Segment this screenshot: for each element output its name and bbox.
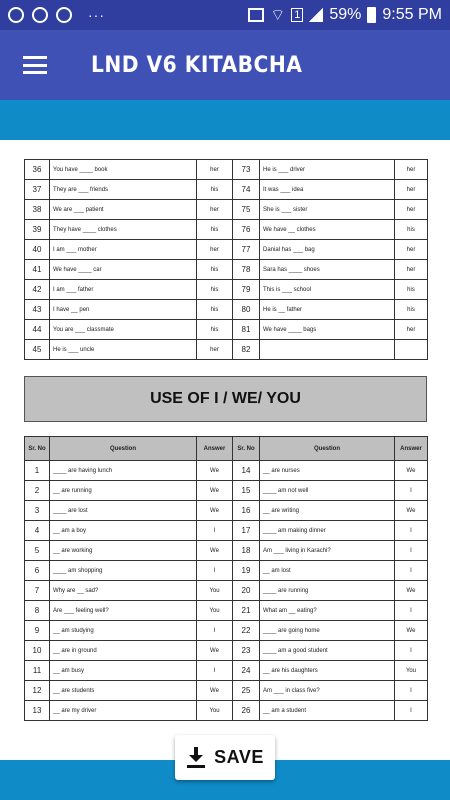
table-row [25, 260, 428, 280]
section-heading: USE OF I / WE/ YOU [24, 376, 427, 422]
sync-icon [56, 7, 72, 23]
sr-no-cell: 17 [233, 521, 260, 541]
question-cell: __ are his daughters [260, 661, 395, 681]
sr-no-cell: 22 [233, 621, 260, 641]
answer-cell: We [197, 541, 233, 561]
answer-cell: his [197, 260, 233, 280]
sr-no-cell: 79 [233, 280, 260, 300]
question-cell: __ are working [50, 541, 197, 561]
answer-cell: her [395, 180, 428, 200]
question-cell: ____ am not well [260, 481, 395, 501]
sr-no-cell: 40 [25, 240, 50, 260]
table-row [25, 280, 428, 300]
header-answer: Answer [197, 437, 233, 461]
header-sr-no: Sr. No [233, 437, 260, 461]
question-cell: I am ___ mother [50, 240, 197, 260]
wifi-icon: ⌔ [270, 7, 286, 24]
answer-cell: We [395, 581, 428, 601]
sr-no-cell: 76 [233, 220, 260, 240]
more-notifications-icon: ··· [88, 7, 105, 23]
question-cell: __ am studying [50, 621, 197, 641]
app-bar [0, 30, 450, 100]
answer-cell: her [395, 260, 428, 280]
question-cell: This is ___ school [260, 280, 395, 300]
sr-no-cell: 36 [25, 160, 50, 180]
sr-no-cell: 75 [233, 200, 260, 220]
answer-cell: her [395, 160, 428, 180]
question-cell: They are ___ friends [50, 180, 197, 200]
sr-no-cell: 11 [25, 661, 50, 681]
question-cell: Why are __ sad? [50, 581, 197, 601]
answer-cell: I [395, 681, 428, 701]
sr-no-cell: 12 [25, 681, 50, 701]
answer-cell: her [395, 200, 428, 220]
answer-cell: You [395, 661, 428, 681]
question-cell: I am ___ father [50, 280, 197, 300]
signal-icon [309, 8, 323, 22]
answer-cell [395, 340, 428, 360]
answer-cell: I [197, 521, 233, 541]
question-cell: I have __ pen [50, 300, 197, 320]
question-cell: ____ are going home [260, 621, 395, 641]
question-cell: __ are students [50, 681, 197, 701]
sr-no-cell: 7 [25, 581, 50, 601]
question-cell: ____ are having lunch [50, 461, 197, 481]
table-row [25, 561, 428, 581]
hamburger-menu-icon[interactable] [23, 56, 47, 74]
worksheet-table-pronouns [24, 436, 428, 721]
answer-cell: her [197, 160, 233, 180]
answer-cell: We [197, 501, 233, 521]
question-cell: He is ___ driver [260, 160, 395, 180]
answer-cell: her [197, 340, 233, 360]
header-sr-no: Sr. No [25, 437, 50, 461]
table-row [25, 501, 428, 521]
question-cell: He is __ father [260, 300, 395, 320]
question-cell: ____ am a good student [260, 641, 395, 661]
status-bar [0, 0, 450, 30]
app-title: LND V6 KITABCHA [91, 52, 303, 78]
table-row [25, 621, 428, 641]
answer-cell: his [197, 220, 233, 240]
question-cell: __ am busy [50, 661, 197, 681]
answer-cell: We [197, 641, 233, 661]
answer-cell: We [197, 681, 233, 701]
sr-no-cell: 39 [25, 220, 50, 240]
sr-no-cell: 41 [25, 260, 50, 280]
answer-cell: I [395, 521, 428, 541]
question-cell: We have ____ car [50, 260, 197, 280]
question-cell: __ am a student [260, 701, 395, 721]
sr-no-cell: 43 [25, 300, 50, 320]
sr-no-cell: 13 [25, 701, 50, 721]
sr-no-cell: 37 [25, 180, 50, 200]
sr-no-cell: 78 [233, 260, 260, 280]
table-row [25, 240, 428, 260]
sr-no-cell: 24 [233, 661, 260, 681]
table-row [25, 461, 428, 481]
question-cell: __ am a boy [50, 521, 197, 541]
sr-no-cell: 3 [25, 501, 50, 521]
answer-cell: We [395, 461, 428, 481]
table-row [25, 601, 428, 621]
battery-icon [367, 7, 376, 23]
sr-no-cell: 21 [233, 601, 260, 621]
save-button[interactable] [175, 735, 275, 780]
answer-cell: I [395, 481, 428, 501]
sr-no-cell: 9 [25, 621, 50, 641]
table-row [25, 160, 428, 180]
table-row [25, 180, 428, 200]
table-row [25, 581, 428, 601]
table-row [25, 300, 428, 320]
answer-cell: her [197, 200, 233, 220]
sr-no-cell: 2 [25, 481, 50, 501]
answer-cell: We [395, 501, 428, 521]
question-cell: You are ___ classmate [50, 320, 197, 340]
document-page[interactable] [0, 140, 450, 760]
question-cell: ____ am making dinner [260, 521, 395, 541]
save-button-label: SAVE [214, 747, 264, 767]
table-header-row [25, 437, 428, 461]
sr-no-cell: 1 [25, 461, 50, 481]
question-cell: __ are writing [260, 501, 395, 521]
answer-cell: We [395, 621, 428, 641]
sr-no-cell: 4 [25, 521, 50, 541]
question-cell: You have ____ book [50, 160, 197, 180]
table-row [25, 220, 428, 240]
sr-no-cell: 16 [233, 501, 260, 521]
answer-cell: I [395, 601, 428, 621]
answer-cell: I [395, 561, 428, 581]
sr-no-cell: 44 [25, 320, 50, 340]
question-cell: We have __ clothes [260, 220, 395, 240]
question-cell: They have ____ clothes [50, 220, 197, 240]
notification-app-icon [8, 7, 24, 23]
question-cell: ____ am shopping [50, 561, 197, 581]
question-cell: What am __ eating? [260, 601, 395, 621]
question-cell: __ are running [50, 481, 197, 501]
answer-cell: I [197, 561, 233, 581]
question-cell: Sara has ____ shoes [260, 260, 395, 280]
answer-cell: You [197, 701, 233, 721]
table-row [25, 701, 428, 721]
question-cell: __ are nurses [260, 461, 395, 481]
sr-no-cell: 77 [233, 240, 260, 260]
answer-cell: his [197, 180, 233, 200]
table-row [25, 541, 428, 561]
answer-cell: You [197, 601, 233, 621]
question-cell [260, 340, 395, 360]
sr-no-cell: 25 [233, 681, 260, 701]
sr-no-cell: 18 [233, 541, 260, 561]
table-row [25, 200, 428, 220]
sr-no-cell: 6 [25, 561, 50, 581]
answer-cell: I [395, 541, 428, 561]
answer-cell: her [395, 240, 428, 260]
answer-cell: I [197, 661, 233, 681]
header-question: Question [50, 437, 197, 461]
answer-cell: her [395, 320, 428, 340]
cast-icon [248, 8, 264, 22]
answer-cell: I [395, 701, 428, 721]
question-cell: __ are in ground [50, 641, 197, 661]
question-cell: Am ___ in class five? [260, 681, 395, 701]
answer-cell: his [395, 280, 428, 300]
whatsapp-icon [32, 7, 48, 23]
sr-no-cell: 10 [25, 641, 50, 661]
question-cell: We are ___ patient [50, 200, 197, 220]
sr-no-cell: 38 [25, 200, 50, 220]
sr-no-cell: 14 [233, 461, 260, 481]
question-cell: ____ are lost [50, 501, 197, 521]
table-row [25, 340, 428, 360]
answer-cell: I [197, 621, 233, 641]
answer-cell: his [395, 300, 428, 320]
question-cell: He is ___ uncle [50, 340, 197, 360]
answer-cell: his [197, 320, 233, 340]
question-cell: Danial has ___ bag [260, 240, 395, 260]
answer-cell: We [197, 461, 233, 481]
question-cell: She is ___ sister [260, 200, 395, 220]
sr-no-cell: 26 [233, 701, 260, 721]
question-cell: ____ are running [260, 581, 395, 601]
sr-no-cell: 23 [233, 641, 260, 661]
header-question: Question [260, 437, 395, 461]
table-row [25, 681, 428, 701]
download-icon [186, 747, 206, 769]
sr-no-cell: 45 [25, 340, 50, 360]
sr-no-cell: 74 [233, 180, 260, 200]
question-cell: Are ___ feeling well? [50, 601, 197, 621]
sr-no-cell: 82 [233, 340, 260, 360]
table-row [25, 641, 428, 661]
sr-no-cell: 81 [233, 320, 260, 340]
question-cell: Am ___ living in Karachi? [260, 541, 395, 561]
sr-no-cell: 5 [25, 541, 50, 561]
answer-cell: I [395, 641, 428, 661]
header-answer: Answer [395, 437, 428, 461]
table-row [25, 320, 428, 340]
sr-no-cell: 20 [233, 581, 260, 601]
question-cell: __ are my driver [50, 701, 197, 721]
question-cell: __ am lost [260, 561, 395, 581]
sr-no-cell: 19 [233, 561, 260, 581]
sr-no-cell: 80 [233, 300, 260, 320]
answer-cell: her [197, 240, 233, 260]
answer-cell: his [197, 280, 233, 300]
sr-no-cell: 42 [25, 280, 50, 300]
table-row [25, 521, 428, 541]
question-cell: We have ____ bags [260, 320, 395, 340]
table-row [25, 661, 428, 681]
clock: 9:55 PM [382, 6, 442, 23]
battery-percent: 59% [329, 6, 362, 23]
answer-cell: his [197, 300, 233, 320]
answer-cell: We [197, 481, 233, 501]
answer-cell: his [395, 220, 428, 240]
sr-no-cell: 15 [233, 481, 260, 501]
worksheet-table-possessives [24, 159, 428, 360]
sim-indicator: 1 [291, 8, 303, 22]
sr-no-cell: 73 [233, 160, 260, 180]
sr-no-cell: 8 [25, 601, 50, 621]
question-cell: It was ___ idea [260, 180, 395, 200]
table-row [25, 481, 428, 501]
answer-cell: You [197, 581, 233, 601]
